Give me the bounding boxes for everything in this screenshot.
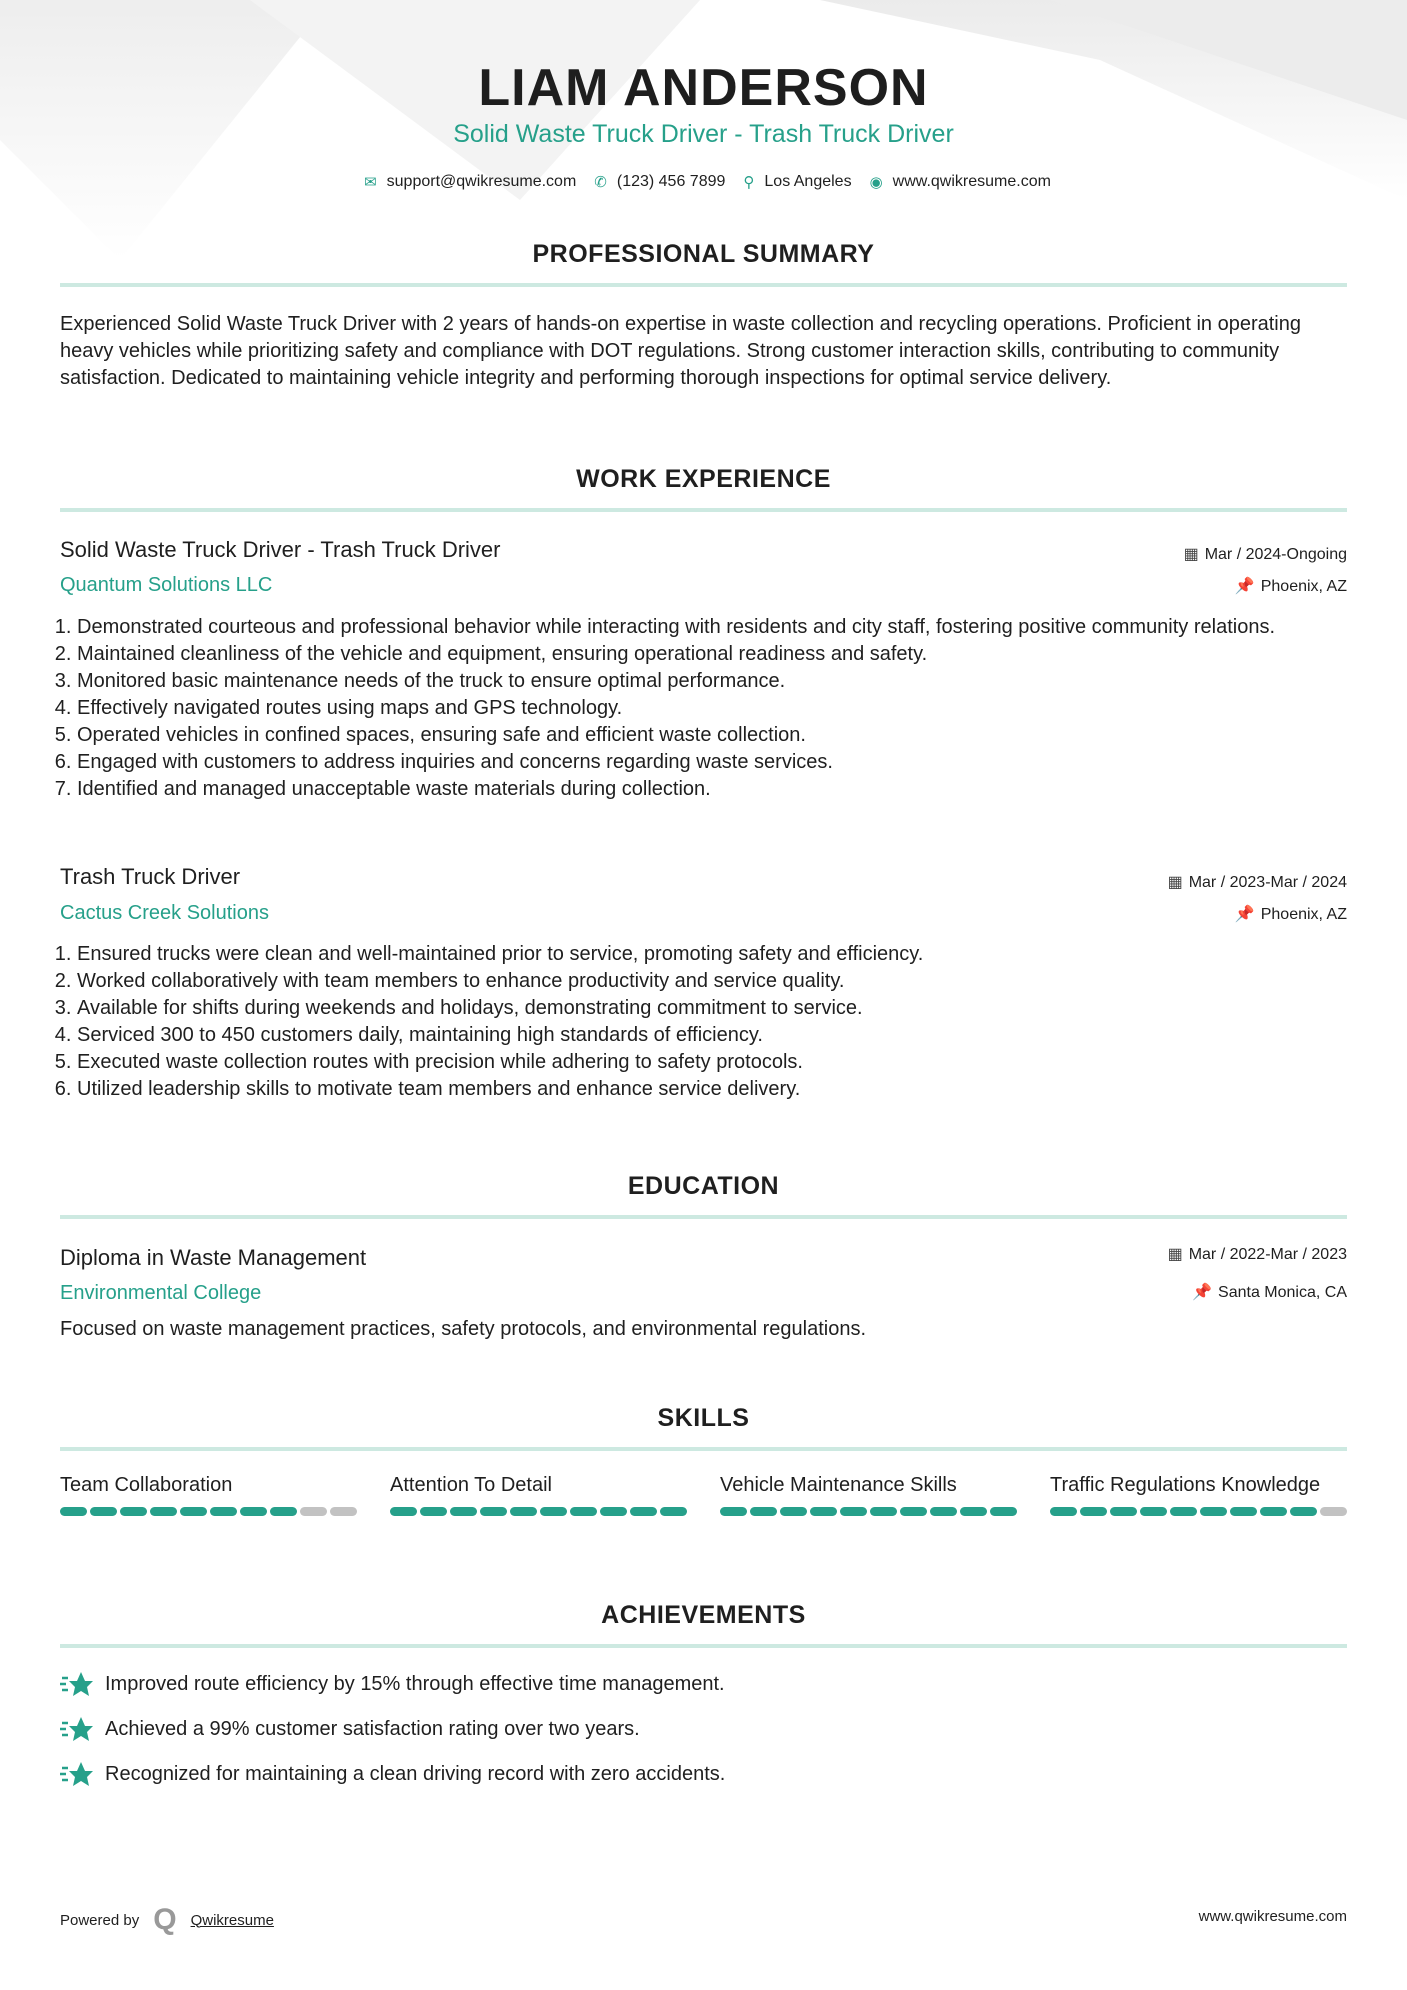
job-title: Solid Waste Truck Driver - Trash Truck Driver (453, 120, 954, 148)
skill-name: Vehicle Maintenance Skills (720, 1474, 957, 1496)
divider (60, 283, 1347, 287)
experience-heading: WORK EXPERIENCE (576, 465, 831, 493)
contact-email[interactable]: support@qwikresume.com (386, 173, 577, 190)
rating-segment-filled (1200, 1507, 1227, 1516)
list-item: 4. Serviced 300 to 450 customers daily, maintaining high standards of efficiency. (77, 1022, 1352, 1049)
rating-segment-filled (1140, 1507, 1167, 1516)
contact-location: Los Angeles (764, 173, 852, 190)
job-1-title: Solid Waste Truck Driver - Trash Truck Driver (60, 537, 501, 562)
list-item: 3. Available for shifts during weekends and holidays, demonstrating commitment to service. (77, 995, 1352, 1022)
skill-item (60, 1472, 360, 1516)
list-item: 1. Demonstrated courteous and professional behavior while interacting with residents and city staff, fostering positive community relations. (77, 614, 1352, 641)
powered-by-label: Powered by (60, 1911, 140, 1929)
dates-text: Mar / 2024-Ongoing (1204, 546, 1347, 563)
candidate-name: LIAM ANDERSON (478, 59, 929, 117)
job-1-dates (1184, 544, 1347, 564)
rating-segment-filled (600, 1507, 627, 1516)
school: Environmental College (60, 1282, 262, 1304)
footer-branding (60, 1903, 274, 1937)
achievement-text: Achieved a 99% customer satisfaction rating over two years. (105, 1717, 640, 1740)
achievements-heading: ACHIEVEMENTS (601, 1601, 806, 1629)
skill-name: Attention To Detail (390, 1474, 552, 1496)
rating-segment-filled (390, 1507, 417, 1516)
job-2-title: Trash Truck Driver (60, 864, 241, 889)
rating-segment-filled (810, 1507, 837, 1516)
rating-segment-filled (900, 1507, 927, 1516)
email-icon: ✉ (364, 174, 377, 191)
list-item: 7. Identified and managed unacceptable waste materials during collection. (77, 776, 1352, 803)
rating-segment-filled (930, 1507, 957, 1516)
footer-website[interactable]: www.qwikresume.com (1198, 1908, 1347, 1925)
rating-segment-filled (210, 1507, 237, 1516)
location-text: Phoenix, AZ (1260, 906, 1347, 923)
education-location (1192, 1282, 1347, 1302)
degree: Diploma in Waste Management (60, 1245, 367, 1270)
rating-segment-filled (840, 1507, 867, 1516)
list-item: 3. Monitored basic maintenance needs of the truck to ensure optimal performance. (77, 668, 1352, 695)
location-text: Santa Monica, CA (1218, 1284, 1347, 1301)
rating-segment-filled (990, 1507, 1017, 1516)
achievement-item (60, 1715, 640, 1743)
calendar-icon: ▦ (1167, 874, 1183, 891)
star-icon (60, 1715, 94, 1743)
skill-item (390, 1472, 690, 1516)
list-item: 5. Executed waste collection routes with precision while adhering to safety protocols. (77, 1049, 1352, 1076)
rating-segment-filled (1230, 1507, 1257, 1516)
rating-segment-filled (1080, 1507, 1107, 1516)
rating-segment-empty (330, 1507, 357, 1516)
divider (60, 1447, 1347, 1451)
achievement-text: Improved route efficiency by 15% through effective time management. (105, 1672, 725, 1695)
rating-segment-filled (540, 1507, 567, 1516)
rating-segment-filled (660, 1507, 687, 1516)
summary-heading: PROFESSIONAL SUMMARY (532, 240, 875, 268)
skill-rating (1050, 1507, 1350, 1516)
rating-segment-filled (750, 1507, 777, 1516)
list-item: 2. Worked collaboratively with team members to enhance productivity and service quality. (77, 968, 1352, 995)
contact-website[interactable]: www.qwikresume.com (892, 173, 1051, 190)
education-dates (1168, 1244, 1347, 1264)
calendar-icon: ▦ (1183, 546, 1199, 563)
rating-segment-empty (300, 1507, 327, 1516)
contact-bar (0, 173, 1407, 191)
rating-segment-filled (780, 1507, 807, 1516)
job-2-bullets (52, 941, 1352, 1103)
rating-segment-filled (870, 1507, 897, 1516)
rating-segment-filled (1290, 1507, 1317, 1516)
rating-segment-filled (1260, 1507, 1287, 1516)
dates-text: Mar / 2023-Mar / 2024 (1188, 874, 1347, 891)
education-heading: EDUCATION (627, 1172, 780, 1200)
skills-heading: SKILLS (657, 1404, 750, 1432)
achievement-item (60, 1670, 725, 1698)
rating-segment-filled (420, 1507, 447, 1516)
education-description: Focused on waste management practices, safety protocols, and environmental regulations. (60, 1318, 866, 1340)
list-item: 5. Operated vehicles in confined spaces, ensuring safe and efficient waste collection. (77, 722, 1352, 749)
qwikresume-link[interactable]: Qwikresume (190, 1911, 274, 1929)
star-icon (60, 1760, 94, 1788)
divider (60, 1215, 1347, 1219)
list-item: 6. Engaged with customers to address inquiries and concerns regarding waste services. (77, 749, 1352, 776)
skill-item (1050, 1472, 1350, 1516)
list-item: 1. Ensured trucks were clean and well-maintained prior to service, promoting safety and efficiency. (77, 941, 1352, 968)
summary-text: Experienced Solid Waste Truck Driver with 2 years of hands-on expertise in waste collection and recycling operations. Proficient in operating heavy vehicles while prioritizing safety and compliance with DOT regulations. Strong customer interaction skills, contributing to community satisfaction. Dedicated to maintaining vehicle integrity and performing thorough inspections for optimal service delivery. (60, 313, 1301, 389)
rating-segment-filled (270, 1507, 297, 1516)
job-1-company: Quantum Solutions LLC (60, 574, 273, 596)
rating-segment-filled (630, 1507, 657, 1516)
rating-segment-filled (150, 1507, 177, 1516)
list-item: 2. Maintained cleanliness of the vehicle and equipment, ensuring operational readiness and safety. (77, 641, 1352, 668)
skill-name: Team Collaboration (60, 1474, 233, 1496)
rating-segment-filled (120, 1507, 147, 1516)
location-pin-icon: ⚲ (743, 174, 755, 191)
star-icon (60, 1670, 94, 1698)
divider (60, 508, 1347, 512)
dates-text: Mar / 2022-Mar / 2023 (1188, 1246, 1347, 1263)
skill-rating (720, 1507, 1020, 1516)
job-1-location (1235, 576, 1347, 596)
rating-segment-filled (720, 1507, 747, 1516)
list-item: 6. Utilized leadership skills to motivate team members and enhance service delivery. (77, 1076, 1352, 1103)
phone-icon: ✆ (594, 174, 607, 191)
pin-icon: 📌 (1234, 578, 1255, 595)
job-2-location (1235, 904, 1347, 924)
job-2-company: Cactus Creek Solutions (60, 902, 269, 924)
globe-icon: ◉ (869, 174, 883, 191)
calendar-icon: ▦ (1167, 1246, 1183, 1263)
rating-segment-filled (1170, 1507, 1197, 1516)
rating-segment-empty (1320, 1507, 1347, 1516)
skill-rating (60, 1507, 360, 1516)
location-text: Phoenix, AZ (1260, 578, 1347, 595)
skill-rating (390, 1507, 690, 1516)
pin-icon: 📌 (1234, 906, 1255, 923)
rating-segment-filled (1050, 1507, 1077, 1516)
contact-phone: (123) 456 7899 (616, 173, 726, 190)
list-item: 4. Effectively navigated routes using maps and GPS technology. (77, 695, 1352, 722)
skill-item (720, 1472, 1020, 1516)
rating-segment-filled (90, 1507, 117, 1516)
pin-icon: 📌 (1192, 1284, 1213, 1301)
job-2-dates (1168, 872, 1347, 892)
achievement-text: Recognized for maintaining a clean driving record with zero accidents. (105, 1762, 726, 1785)
rating-segment-filled (960, 1507, 987, 1516)
achievement-item (60, 1760, 725, 1788)
job-1-bullets (52, 614, 1352, 803)
divider (60, 1644, 1347, 1648)
rating-segment-filled (240, 1507, 267, 1516)
rating-segment-filled (1110, 1507, 1137, 1516)
qwikresume-logo-icon: Q (153, 1903, 177, 1936)
rating-segment-filled (570, 1507, 597, 1516)
rating-segment-filled (480, 1507, 507, 1516)
rating-segment-filled (450, 1507, 477, 1516)
rating-segment-filled (60, 1507, 87, 1516)
rating-segment-filled (510, 1507, 537, 1516)
skill-name: Traffic Regulations Knowledge (1050, 1474, 1321, 1496)
rating-segment-filled (180, 1507, 207, 1516)
